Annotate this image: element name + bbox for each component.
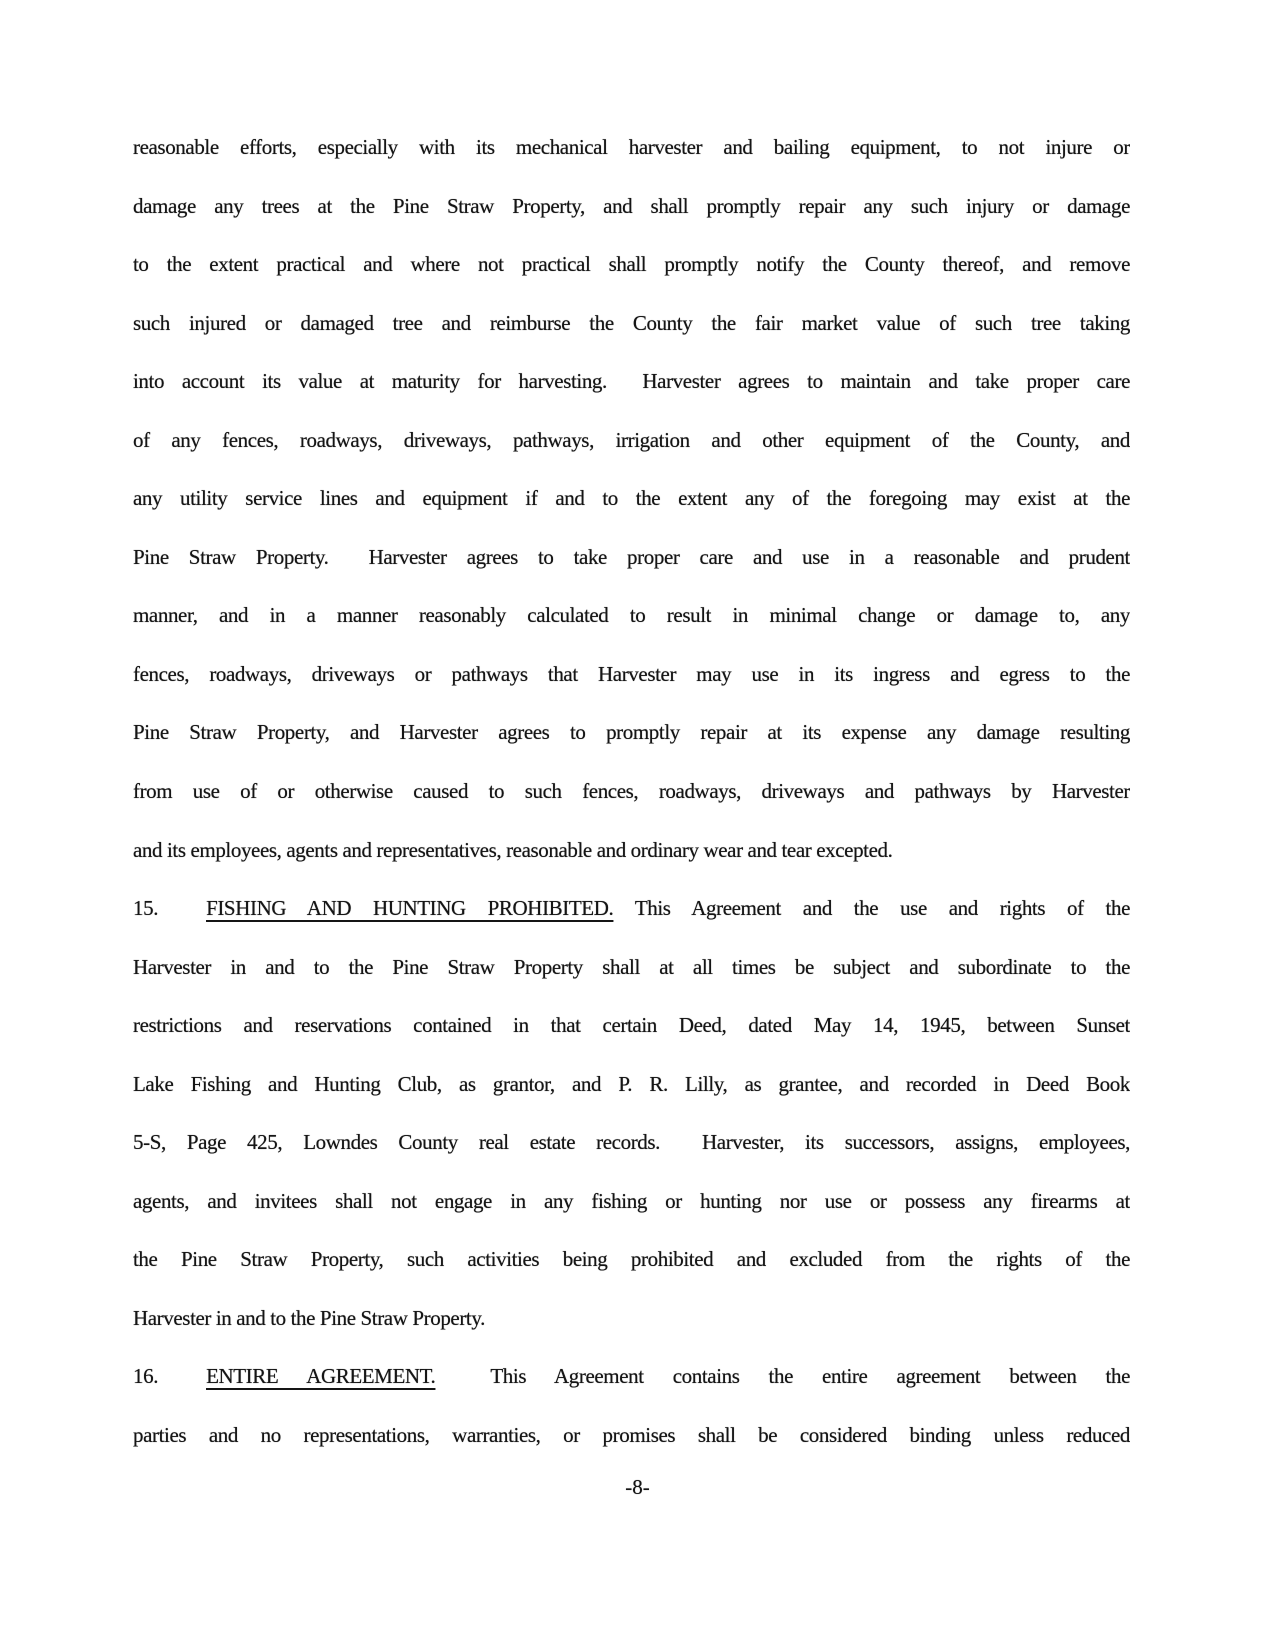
text-line: Pine Straw Property. Harvester agrees to take proper care and use in a reasonable and prudent	[133, 544, 1130, 569]
section-15-heading-rest: This Agreement and the use and rights of the	[613, 896, 1130, 921]
text-line: to the extent practical and where not practical shall promptly notify the County thereof, and remove	[133, 252, 1130, 277]
text-line: fences, roadways, driveways or pathways that Harvester may use in its ingress and egress to the	[133, 661, 1130, 686]
page-text-block	[133, 118, 1130, 1465]
text-line: of any fences, roadways, driveways, pathways, irrigation and other equipment of the County, and	[133, 427, 1130, 452]
text-line: any utility service lines and equipment if and to the extent any of the foregoing may exist at the	[133, 486, 1130, 511]
text-line: such injured or damaged tree and reimburse the County the fair market value of such tree taking	[133, 310, 1130, 335]
tab-spacer	[158, 1382, 206, 1383]
tab-spacer	[435, 1382, 490, 1383]
text-line: and its employees, agents and representatives, reasonable and ordinary wear and tear excepted.	[133, 837, 893, 862]
section-16-heading-rest: This Agreement contains the entire agreement between the	[490, 1364, 1130, 1389]
text-line: Lake Fishing and Hunting Club, as grantor, and P. R. Lilly, as grantee, and recorded in Deed Book	[133, 1071, 1130, 1096]
text-line: reasonable efforts, especially with its mechanical harvester and bailing equipment, to not injure or	[133, 135, 1130, 159]
section-15-number: 15.	[133, 896, 159, 921]
text-line: the Pine Straw Property, such activities being prohibited and excluded from the rights of the	[133, 1247, 1130, 1272]
section-16-heading-line	[133, 1347, 1130, 1406]
text-line: manner, and in a manner reasonably calculated to result in minimal change or damage to, any	[133, 603, 1130, 628]
text-line: from use of or otherwise caused to such fences, roadways, driveways and pathways by Harvester	[133, 779, 1130, 804]
text-line: agents, and invitees shall not engage in any fishing or hunting nor use or possess any firearms at	[133, 1188, 1130, 1213]
tab-spacer	[158, 914, 206, 915]
text-line: Harvester in and to the Pine Straw Property.	[133, 1305, 485, 1330]
section-15-heading-line	[133, 879, 1130, 938]
section-16-heading: ENTIRE AGREEMENT.	[206, 1364, 436, 1389]
text-line: parties and no representations, warranties, or promises shall be considered binding unless reduced	[133, 1423, 1130, 1448]
text-line: Harvester in and to the Pine Straw Property shall at all times be subject and subordinate to the	[133, 954, 1130, 979]
text-line: 5-S, Page 425, Lowndes County real estate records. Harvester, its successors, assigns, employees,	[133, 1130, 1130, 1155]
text-line: restrictions and reservations contained in that certain Deed, dated May 14, 1945, between Sunset	[133, 1013, 1130, 1038]
section-15-heading: FISHING AND HUNTING PROHIBITED.	[206, 896, 614, 921]
text-line: damage any trees at the Pine Straw Property, and shall promptly repair any such injury or damage	[133, 193, 1130, 218]
text-line: Pine Straw Property, and Harvester agrees to promptly repair at its expense any damage resulting	[133, 720, 1130, 745]
section-16-number: 16.	[133, 1364, 159, 1389]
page-number: -8-	[625, 1475, 650, 1499]
text-line: into account its value at maturity for harvesting. Harvester agrees to maintain and take proper care	[133, 369, 1130, 394]
